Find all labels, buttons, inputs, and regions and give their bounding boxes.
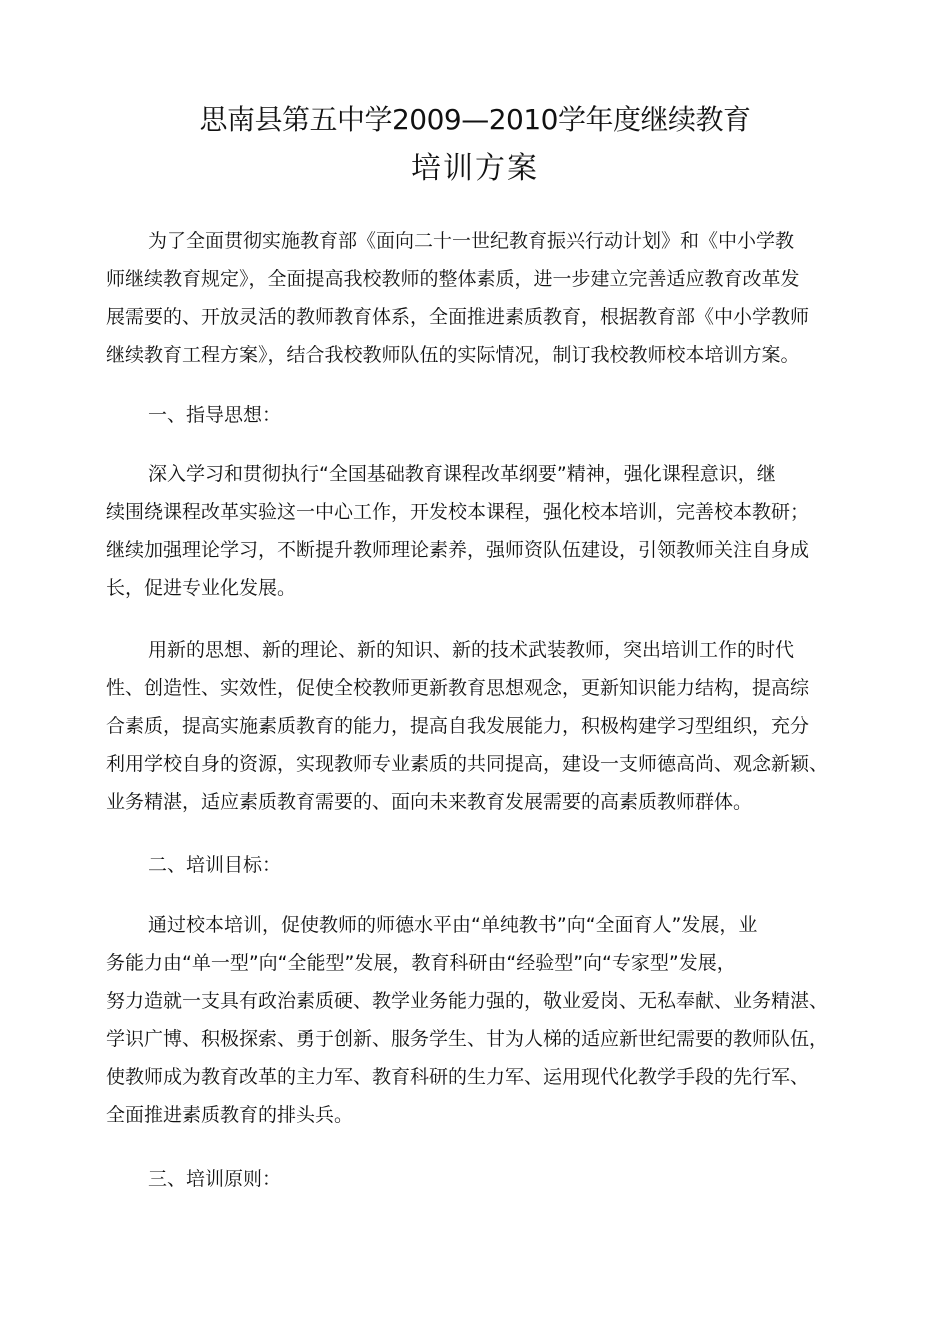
- paragraph-line: 继续加强理论学习，不断提升教师理论素养，强师资队伍建设，引领教师关注自身成: [106, 539, 810, 561]
- paragraph-line: 展需要的、开放灵活的教师教育体系，全面推进素质教育，根据教育部《中小学教师: [106, 306, 810, 328]
- section-heading: 二、培训目标：: [148, 854, 282, 876]
- paragraph-line: 性、创造性、实效性，促使全校教师更新教育思想观念，更新知识能力结构，提高综: [106, 677, 810, 699]
- paragraph-line: 继续教育工程方案》，结合我校教师队伍的实际情况，制订我校教师校本培训方案。: [106, 344, 800, 366]
- paragraph-line: 务能力由“单一型”向“全能型”发展，教育科研由“经验型”向“专家型”发展，: [106, 952, 736, 974]
- document-title: 思南县第五中学2009—2010学年度继续教育: [199, 103, 751, 136]
- document-subtitle: 培训方案: [411, 151, 539, 186]
- section-heading-training-principles: [106, 1160, 866, 1198]
- paragraph-line: 用新的思想、新的理论、新的知识、新的技术武装教师，突出培训工作的时代: [148, 639, 795, 661]
- section-heading: 一、指导思想：: [148, 404, 282, 426]
- section-heading-training-goals: [106, 846, 866, 884]
- paragraph-line: 使教师成为教育改革的主力军、教育科研的生力军、运用现代化教学手段的先行军、: [106, 1066, 810, 1088]
- paragraph-line: 深入学习和贯彻执行“全国基础教育课程改革纲要”精神，强化课程意识，继: [148, 463, 776, 485]
- paragraph-line: 合素质，提高实施素质教育的能力，提高自我发展能力，积极构建学习型组织，充分: [106, 715, 810, 737]
- intro-paragraph: [106, 222, 866, 374]
- paragraph-line: 为了全面贯彻实施教育部《面向二十一世纪教育振兴行动计划》和《中小学教: [148, 230, 795, 252]
- section-heading-guiding-ideology: [106, 396, 866, 434]
- paragraph-line: 长，促进专业化发展。: [106, 577, 297, 599]
- training-approach-paragraph: [106, 631, 866, 821]
- paragraph-line: 努力造就一支具有政治素质硬、教学业务能力强的，敬业爱岗、无私奉献、业务精湛、: [106, 990, 829, 1012]
- paragraph-line: 利用学校自身的资源，实现教师专业素质的共同提高，建设一支师德高尚、观念新颖、: [106, 753, 829, 775]
- training-goals-paragraph: [106, 906, 866, 1134]
- paragraph-line: 业务精湛，适应素质教育需要的、面向未来教育发展需要的高素质教师群体。: [106, 791, 753, 813]
- paragraph-line: 师继续教育规定》，全面提高我校教师的整体素质，进一步建立完善适应教育改革发: [106, 268, 800, 290]
- guiding-ideology-paragraph: [106, 455, 866, 607]
- paragraph-line: 学识广博、积极探索、勇于创新、服务学生、甘为人梯的适应新世纪需要的教师队伍，: [106, 1028, 829, 1050]
- section-heading: 三、培训原则：: [148, 1168, 282, 1190]
- paragraph-line: 续围绕课程改革实验这一中心工作，开发校本课程，强化校本培训，完善校本教研；: [106, 501, 810, 523]
- paragraph-line: 通过校本培训，促使教师的师德水平由“单纯教书”向“全面育人”发展，业: [148, 914, 758, 936]
- paragraph-line: 全面推进素质教育的排头兵。: [106, 1104, 354, 1126]
